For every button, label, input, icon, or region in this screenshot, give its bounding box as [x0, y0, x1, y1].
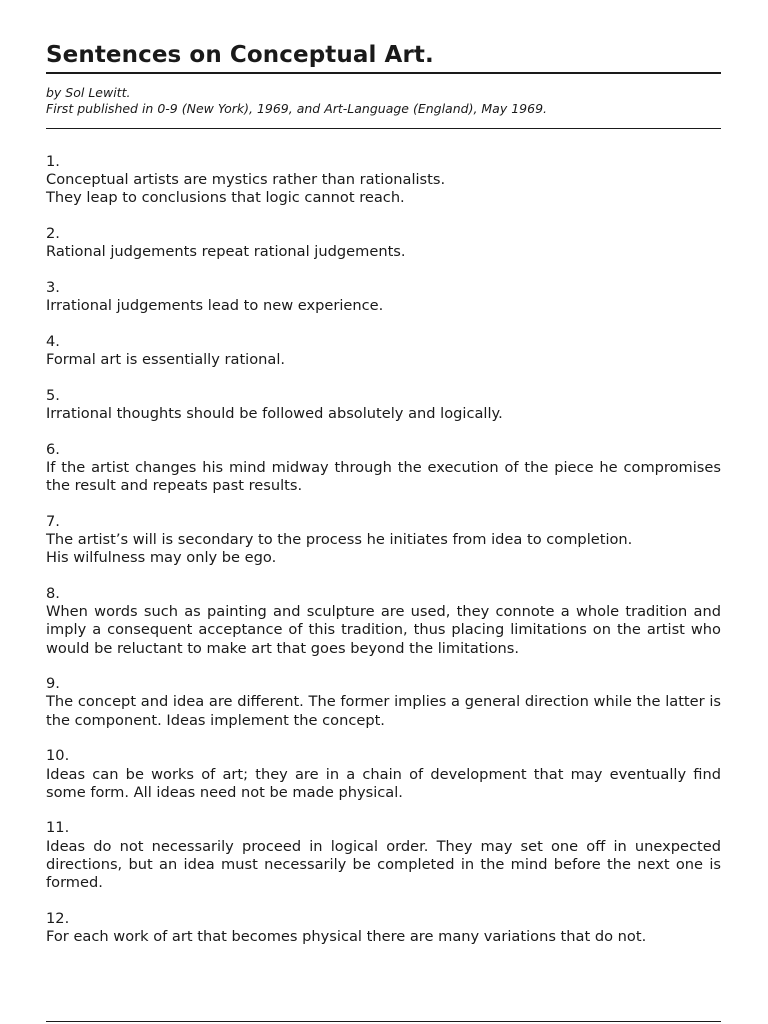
byline: [46, 85, 721, 129]
sentence-text: The artist’s will is secondary to the process he initiates from idea to completion.: [46, 531, 633, 549]
sentence-text: When words such as painting and sculpture are used, they connote a whole tradition and imply a consequent acceptance of this tradition, thus placing limitations on the artist who would be reluctant to make art that goes beyond the limitations.: [46, 603, 721, 657]
page-title: Sentences on Conceptual Art.: [46, 40, 721, 74]
sentence-number: 3.: [46, 279, 60, 297]
sentence-item: [46, 333, 721, 369]
sentence-text: Irrational judgements lead to new experience.: [46, 297, 384, 315]
footer-divider: [46, 1021, 721, 1022]
sentence-number: 5.: [46, 386, 60, 404]
sentence-item: [46, 585, 721, 658]
sentence-number: 4.: [46, 332, 60, 350]
sentence-text: The concept and idea are different. The former implies a general direction while the latter is the component. Ideas implement the concept.: [46, 693, 721, 729]
sentence-number: 9.: [46, 675, 60, 693]
sentence-item: [46, 153, 721, 208]
sentence-item: [46, 675, 721, 730]
sentence-number: 12.: [46, 909, 70, 927]
sentence-item: [46, 819, 721, 892]
document-page: [46, 40, 721, 964]
sentence-number: 11.: [46, 819, 70, 837]
sentence-text: Conceptual artists are mystics rather than rationalists.: [46, 171, 446, 189]
sentence-item: [46, 513, 721, 568]
sentence-number: 1.: [46, 153, 60, 170]
sentence-number: 8.: [46, 584, 60, 602]
sentence-item: [46, 225, 721, 261]
sentence-item: [46, 387, 721, 423]
sentence-item: [46, 279, 721, 315]
sentence-text: Irrational thoughts should be followed absolutely and logically.: [46, 405, 503, 423]
sentence-number: 7.: [46, 512, 60, 530]
sentence-text: Ideas can be works of art; they are in a chain of development that may eventually find some form. All ideas need not be made physical.: [46, 765, 721, 801]
sentence-text: Rational judgements repeat rational judgements.: [46, 243, 406, 261]
sentence-text: Formal art is essentially rational.: [46, 351, 286, 369]
sentence-text: They leap to conclusions that logic cannot reach.: [46, 189, 405, 207]
sentence-list: [46, 153, 721, 946]
sentence-text: If the artist changes his mind midway through the execution of the piece he compromises the result and repeats past results.: [46, 458, 721, 495]
sentence-item: [46, 747, 721, 802]
sentence-text: His wilfulness may only be ego.: [46, 549, 277, 567]
sentence-item: [46, 910, 721, 946]
publication-line: First published in 0-9 (New York), 1969, and Art-Language (England), May 1969.: [46, 101, 548, 116]
sentence-number: 10.: [46, 747, 70, 765]
author-line: by Sol Lewitt.: [46, 85, 131, 100]
sentence-number: 2.: [46, 225, 60, 243]
sentence-text: Ideas do not necessarily proceed in logical order. They may set one off in unexpected directions, but an idea must necessarily be completed in the mind before the next one is formed.: [46, 837, 721, 892]
sentence-item: [46, 441, 721, 496]
sentence-number: 6.: [46, 440, 60, 458]
sentence-text: For each work of art that becomes physical there are many variations that do not.: [46, 928, 647, 945]
